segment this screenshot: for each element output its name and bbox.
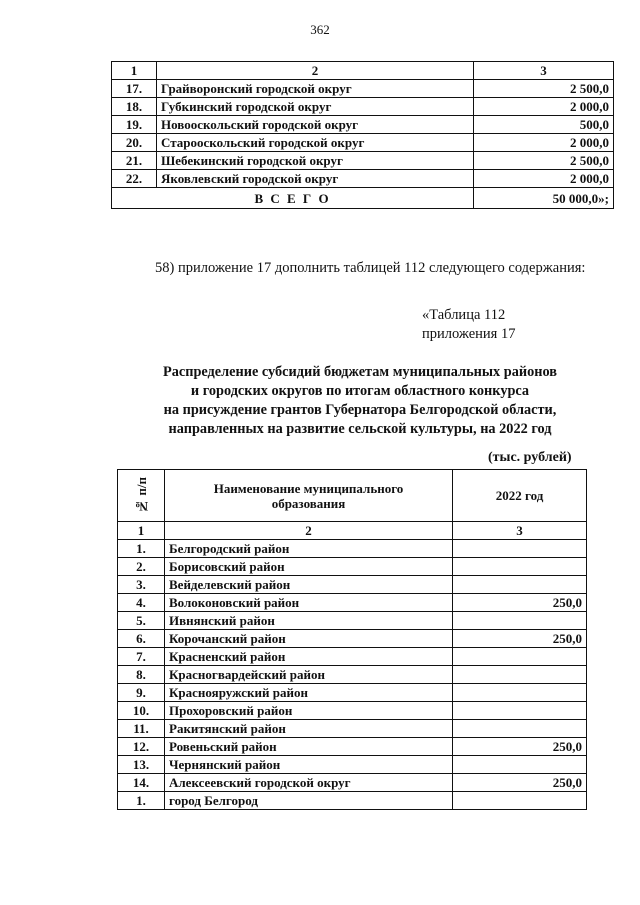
table-row [118, 720, 587, 738]
row-name: Ивнянский район [165, 612, 453, 630]
row-value: 250,0 [453, 774, 587, 792]
row-name: Алексеевский городской округ [165, 774, 453, 792]
row-name: Старооскольский городской округ [157, 134, 474, 152]
row-number: 9. [118, 684, 165, 702]
table-total-row [112, 188, 614, 209]
row-name: Ракитянский район [165, 720, 453, 738]
table-header-row [118, 470, 587, 522]
table-row [118, 630, 587, 648]
row-value: 250,0 [453, 594, 587, 612]
row-number: 3. [118, 576, 165, 594]
table-row [112, 170, 614, 188]
row-name: Грайворонский городской округ [157, 80, 474, 98]
table-row [118, 756, 587, 774]
title-line: на присуждение грантов Губернатора Белгородской области, [163, 402, 557, 418]
table-row [112, 98, 614, 116]
table-row [118, 702, 587, 720]
table-row [118, 792, 587, 810]
table-row [118, 594, 587, 612]
row-name: Яковлевский городской округ [157, 170, 474, 188]
row-number: 11. [118, 720, 165, 738]
table-row [118, 684, 587, 702]
row-name: Краснояружский район [165, 684, 453, 702]
table-index-row [118, 522, 587, 540]
index-cell: 2 [165, 522, 453, 540]
row-value: 2 000,0 [474, 170, 614, 188]
row-value: 250,0 [453, 738, 587, 756]
row-value: 2 000,0 [474, 134, 614, 152]
row-number: 21. [112, 152, 157, 170]
table-title [100, 363, 620, 439]
row-value [453, 612, 587, 630]
row-number: 18. [112, 98, 157, 116]
subsidy-table [117, 469, 587, 810]
title-line: Распределение субсидий бюджетам муниципальных районов [162, 364, 557, 380]
row-value: 2 500,0 [474, 80, 614, 98]
row-value [453, 666, 587, 684]
table-row [112, 116, 614, 134]
header-cell: 3 [474, 62, 614, 80]
row-value [453, 558, 587, 576]
row-number: 1. [118, 792, 165, 810]
table-row [118, 648, 587, 666]
header-number-label: № п/п [133, 477, 149, 514]
row-number: 10. [118, 702, 165, 720]
row-name: Шебекинский городской округ [157, 152, 474, 170]
row-value: 2 000,0 [474, 98, 614, 116]
row-name: Чернянский район [165, 756, 453, 774]
row-number: 12. [118, 738, 165, 756]
header-cell-number [118, 470, 165, 522]
row-value: 2 500,0 [474, 152, 614, 170]
row-value [453, 702, 587, 720]
row-value [453, 576, 587, 594]
row-number: 5. [118, 612, 165, 630]
row-number: 1. [118, 540, 165, 558]
row-value [453, 792, 587, 810]
row-name: Новооскольский городской округ [157, 116, 474, 134]
units-label: (тыс. рублей) [488, 450, 572, 465]
table-row [118, 774, 587, 792]
row-name: Ровеньский район [165, 738, 453, 756]
row-name: Красненский район [165, 648, 453, 666]
row-number: 19. [112, 116, 157, 134]
total-value: 50 000,0»; [474, 188, 614, 209]
row-value [453, 684, 587, 702]
table-row [112, 80, 614, 98]
row-name: город Белгород [165, 792, 453, 810]
caption-line: приложения 17 [422, 326, 516, 342]
row-value: 500,0 [474, 116, 614, 134]
table-row [112, 152, 614, 170]
amendment-paragraph: 58) приложение 17 дополнить таблицей 112 следующего содержания: [155, 260, 586, 276]
title-line: и городских округов по итогам областного конкурса [190, 383, 530, 399]
row-name: Борисовский район [165, 558, 453, 576]
header-cell-year: 2022 год [453, 470, 587, 522]
row-number: 17. [112, 80, 157, 98]
row-number: 13. [118, 756, 165, 774]
header-name-line: Наименование муниципального [213, 480, 404, 496]
row-name: Губкинский городской округ [157, 98, 474, 116]
row-value [453, 648, 587, 666]
table-row [112, 134, 614, 152]
table-row [118, 738, 587, 756]
row-value: 250,0 [453, 630, 587, 648]
row-name: Белгородский район [165, 540, 453, 558]
row-number: 8. [118, 666, 165, 684]
page-number: 362 [310, 22, 330, 37]
table-row [118, 666, 587, 684]
header-cell: 2 [157, 62, 474, 80]
header-name-line: образования [271, 495, 346, 511]
row-number: 14. [118, 774, 165, 792]
header-cell: 1 [112, 62, 157, 80]
row-value [453, 756, 587, 774]
header-cell-name [165, 470, 453, 522]
table-row [118, 540, 587, 558]
title-line: направленных на развитие сельской культуры, на 2022 год [168, 421, 552, 437]
row-name: Вейделевский район [165, 576, 453, 594]
row-name: Корочанский район [165, 630, 453, 648]
row-name: Волоконовский район [165, 594, 453, 612]
row-number: 6. [118, 630, 165, 648]
index-cell: 3 [453, 522, 587, 540]
row-number: 7. [118, 648, 165, 666]
row-number: 20. [112, 134, 157, 152]
table-header-row [112, 62, 614, 80]
row-name: Прохоровский район [165, 702, 453, 720]
total-label: В С Е Г О [112, 188, 474, 209]
row-value [453, 720, 587, 738]
table-row [118, 576, 587, 594]
table-row [118, 612, 587, 630]
index-cell: 1 [118, 522, 165, 540]
row-number: 2. [118, 558, 165, 576]
caption-line: «Таблица 112 [422, 307, 506, 323]
table-caption [422, 306, 515, 344]
table-continuation [111, 61, 614, 209]
table-row [118, 558, 587, 576]
row-value [453, 540, 587, 558]
row-name: Красногвардейский район [165, 666, 453, 684]
row-number: 4. [118, 594, 165, 612]
row-number: 22. [112, 170, 157, 188]
